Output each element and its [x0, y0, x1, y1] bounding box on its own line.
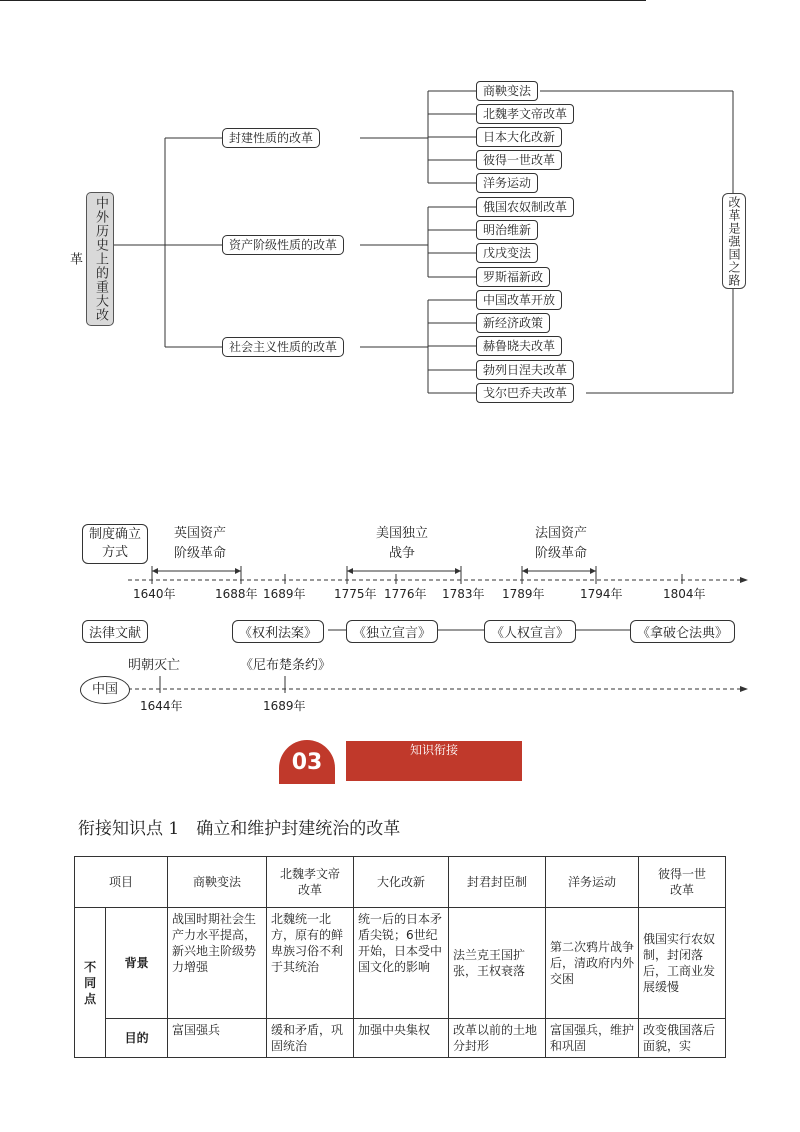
table-cell: 北魏统一北方，原有的鲜卑族习俗不利于其统治 — [267, 908, 354, 1019]
reform-item: 戈尔巴乔夫改革 — [476, 383, 574, 403]
comparison-table — [74, 856, 726, 1058]
reform-item: 戊戌变法 — [476, 243, 538, 263]
year-label: 1644年 — [140, 699, 183, 713]
reform-item: 洋务运动 — [476, 173, 538, 193]
header-cell: 洋务运动 — [546, 857, 639, 908]
header-cell: 封君封臣制 — [449, 857, 546, 908]
event-fr-revolution: 法国资产 阶级革命 — [534, 526, 587, 561]
table-cell: 俄国实行农奴制，封闭落后，工商业发展缓慢 — [639, 908, 726, 1019]
group-label-cell: 不同点 — [75, 908, 106, 1058]
reform-item: 赫鲁晓夫改革 — [476, 336, 562, 356]
table-cell: 富国强兵，维护和巩固 — [546, 1019, 639, 1058]
year-label: 1689年 — [263, 587, 306, 601]
table-cell: 改变俄国落后面貌，实 — [639, 1019, 726, 1058]
reform-item: 北魏孝文帝改革 — [476, 104, 574, 124]
table-row — [75, 1019, 726, 1058]
year-label: 1789年 — [502, 587, 545, 601]
reform-item: 中国改革开放 — [476, 290, 562, 310]
year-label: 1804年 — [663, 587, 706, 601]
event-us-independence: 美国独立 战争 — [375, 526, 428, 561]
section-number-badge: 03 — [279, 740, 335, 784]
table-cell: 战国时期社会生产力水平提高，新兴地主阶级势力增强 — [168, 908, 267, 1019]
reform-item: 俄国农奴制改革 — [476, 197, 574, 217]
law-docs-label: 法律文献 — [82, 620, 148, 643]
reform-item: 勃列日涅夫改革 — [476, 360, 574, 380]
header-cell: 大化改新 — [354, 857, 449, 908]
year-label: 1775年 — [334, 587, 377, 601]
section-banner: 知识衔接 — [346, 741, 522, 781]
section-title: 衔接知识点 1 确立和维护封建统治的改革 — [78, 819, 401, 839]
china-label: 中国 — [80, 676, 130, 704]
header-cell: 项目 — [75, 857, 168, 908]
table-cell: 富国强兵 — [168, 1019, 267, 1058]
year-label: 1689年 — [263, 699, 306, 713]
reform-item: 明治维新 — [476, 220, 538, 240]
header-cell: 彼得一世改革 — [639, 857, 726, 908]
group-feudal: 封建性质的改革 — [222, 128, 320, 148]
table-cell: 统一后的日本矛盾尖锐；6世纪开始，日本受中国文化的影响 — [354, 908, 449, 1019]
doc-bill-of-rights: 《权利法案》 — [232, 620, 324, 643]
event-ming-fall: 明朝灭亡 — [128, 658, 181, 673]
reform-item: 新经济政策 — [476, 313, 550, 333]
reform-item: 日本大化改新 — [476, 127, 562, 147]
table-cell: 改革以前的土地分封形 — [449, 1019, 546, 1058]
group-socialist: 社会主义性质的改革 — [222, 337, 344, 357]
header-cell: 北魏孝文帝改革 — [267, 857, 354, 908]
event-nerchinsk-treaty: 《尼布楚条约》 — [240, 658, 332, 673]
mindmap-root: 中外历史上的重大改革 — [86, 192, 114, 326]
year-label: 1783年 — [442, 587, 485, 601]
year-label: 1776年 — [384, 587, 427, 601]
table-cell: 加强中央集权 — [354, 1019, 449, 1058]
table-row — [75, 908, 726, 1019]
row-label: 背景 — [106, 908, 168, 1019]
reform-item: 商鞅变法 — [476, 81, 538, 101]
year-label: 1640年 — [133, 587, 176, 601]
doc-declaration-independence: 《独立宣言》 — [346, 620, 438, 643]
table-cell: 缓和矛盾，巩固统治 — [267, 1019, 354, 1058]
event-uk-revolution: 英国资产 阶级革命 — [173, 526, 226, 561]
reform-item: 彼得一世改革 — [476, 150, 562, 170]
timeline-row-label: 制度确立 方式 — [82, 524, 148, 564]
table-header-row — [75, 857, 726, 908]
reform-item: 罗斯福新政 — [476, 267, 550, 287]
table-cell: 第二次鸦片战争后，清政府内外交困 — [546, 908, 639, 1019]
doc-rights-of-man: 《人权宣言》 — [484, 620, 576, 643]
header-cell: 商鞅变法 — [168, 857, 267, 908]
mindmap-conclusion: 改革是强国之路 — [722, 193, 746, 289]
year-label: 1688年 — [215, 587, 258, 601]
group-bourgeois: 资产阶级性质的改革 — [222, 235, 344, 255]
year-label: 1794年 — [580, 587, 623, 601]
row-label: 目的 — [106, 1019, 168, 1058]
table-cell: 法兰克王国扩张，王权衰落 — [449, 908, 546, 1019]
doc-napoleonic-code: 《拿破仑法典》 — [630, 620, 735, 643]
